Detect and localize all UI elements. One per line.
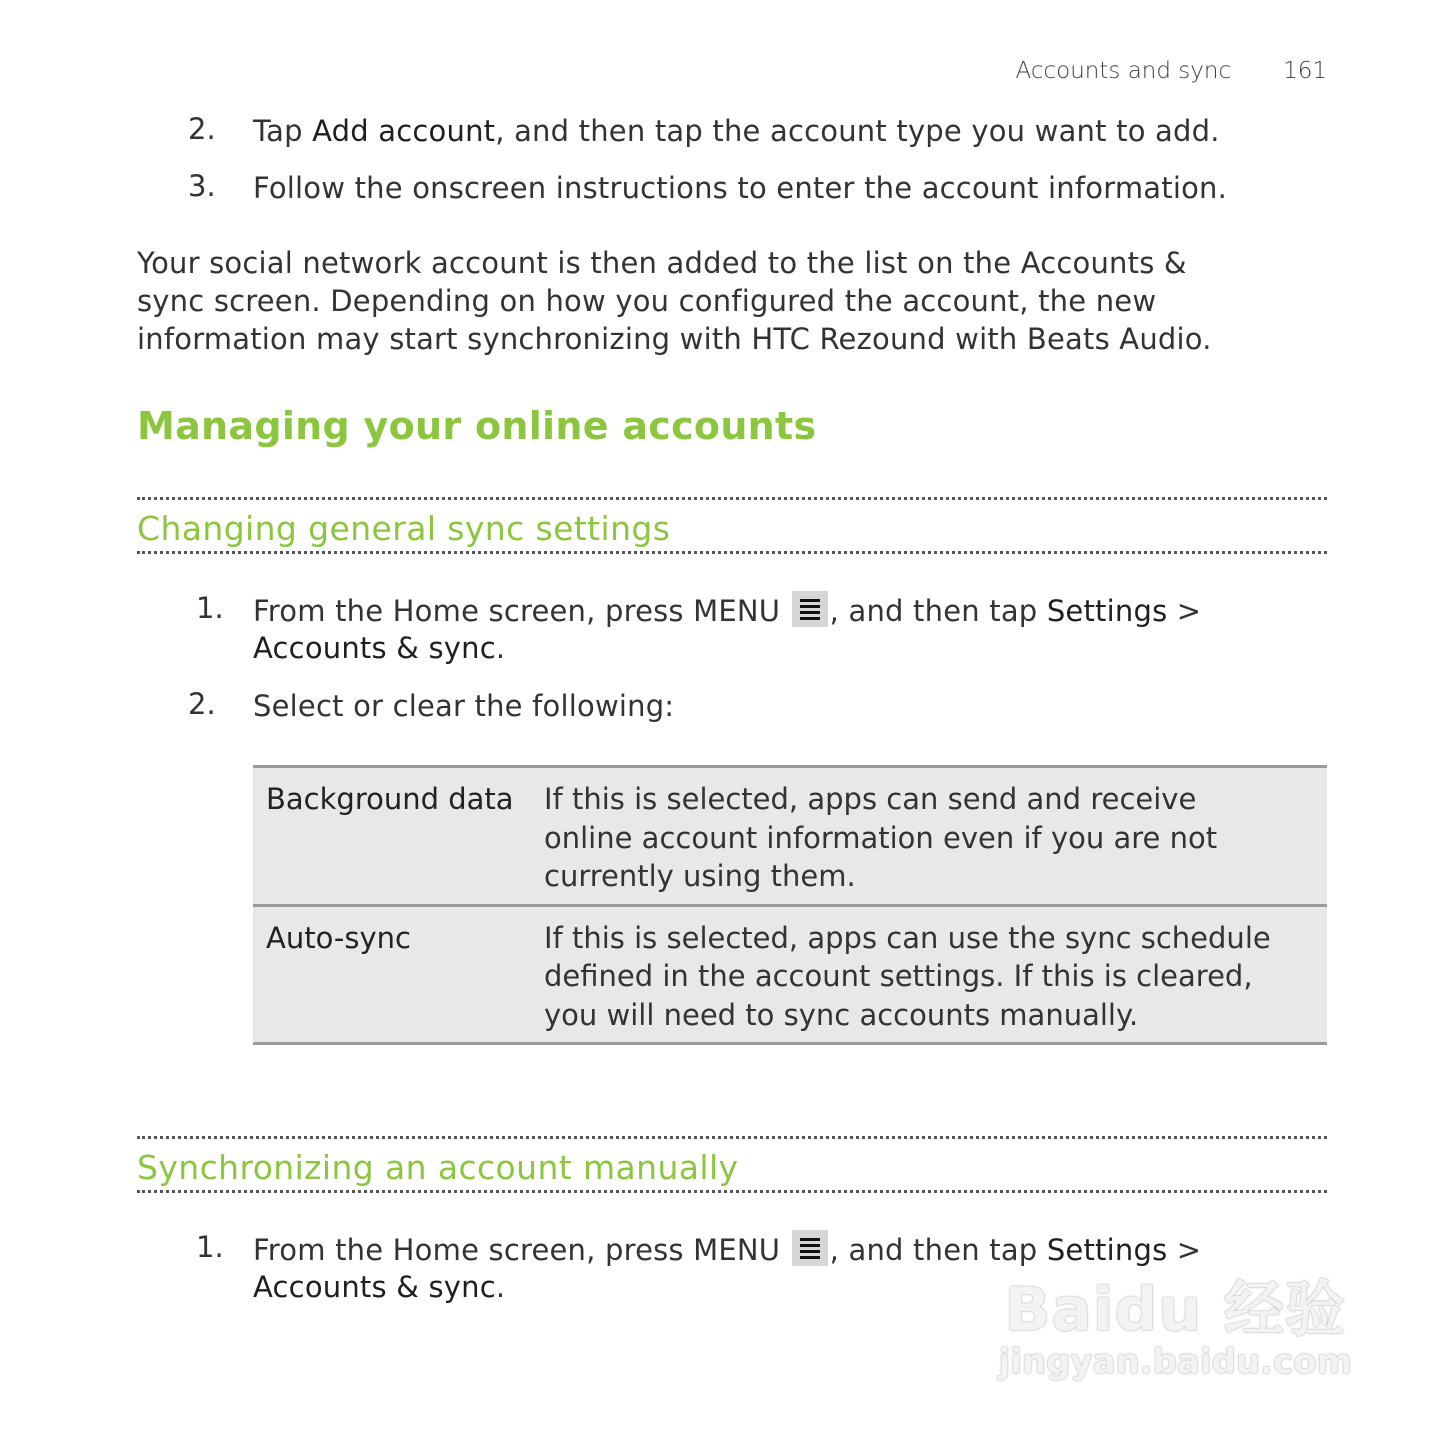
paragraph-line: sync screen. Depending on how you configured the account, the new [137, 284, 1157, 318]
step-number: 3. [188, 169, 216, 203]
step-text-continued [253, 1268, 505, 1306]
step-text-continued [253, 629, 505, 667]
options-table [253, 765, 1327, 1045]
table-row [253, 767, 1327, 906]
step-text-part: From the Home screen, press MENU [253, 594, 781, 628]
step-text-part: , and then tap the account type you want to add. [495, 114, 1220, 148]
ui-term-settings: Settings [1046, 594, 1168, 628]
step-text [253, 591, 1201, 630]
watermark-logo: Baidu 经验 [1004, 1275, 1346, 1345]
paragraph-line: Your social network account is then added to the list on the Accounts & [137, 246, 1187, 280]
option-term: Auto-sync [266, 920, 411, 955]
menu-icon [792, 1230, 828, 1266]
step-text [253, 112, 1220, 150]
ui-term-accounts-sync: Accounts & sync [253, 631, 496, 665]
step-number: 1. [196, 591, 224, 625]
step-number: 2. [188, 112, 216, 146]
step-text-part: . [495, 631, 506, 665]
dotted-divider [137, 1136, 1327, 1139]
ui-term-settings: Settings [1046, 1233, 1168, 1267]
option-description: If this is selected, apps can send and receive online account information even if you are not currently using them. [544, 782, 1218, 893]
page-number: 161 [1283, 58, 1327, 84]
step-text-part: Tap [253, 114, 313, 148]
step-text-part: . [495, 1270, 506, 1304]
table-row [253, 905, 1327, 1044]
step-text-part: > [1167, 1233, 1202, 1267]
header-section: Accounts and sync [1015, 58, 1232, 84]
step-text-part: , and then tap [829, 1233, 1047, 1267]
ui-term-add-account: Add account [312, 114, 496, 148]
step-text-part: , and then tap [829, 594, 1047, 628]
option-term: Background data [266, 782, 514, 816]
step-text: Follow the onscreen instructions to enter the account information. [253, 171, 1228, 205]
menu-icon [792, 591, 828, 627]
baidu-watermark [999, 1262, 1352, 1382]
step-text-part: From the Home screen, press MENU [253, 1233, 781, 1267]
step-number: 2. [188, 687, 216, 721]
watermark-url: jingyan.baidu.com [998, 1342, 1352, 1382]
section-title: Managing your online accounts [137, 404, 817, 448]
paragraph-line: information may start synchronizing with HTC Rezound with Beats Audio. [137, 322, 1212, 356]
dotted-divider [137, 1190, 1327, 1193]
dotted-divider [137, 497, 1327, 500]
step-number: 1. [196, 1230, 224, 1264]
subsection-title: Changing general sync settings [137, 509, 671, 548]
dotted-divider [137, 551, 1327, 554]
running-header [1016, 58, 1327, 84]
step-text-part: > [1167, 594, 1202, 628]
step-text: Select or clear the following: [253, 689, 675, 723]
ui-term-accounts-sync: Accounts & sync [253, 1270, 496, 1304]
subsection-title: Synchronizing an account manually [137, 1148, 739, 1187]
option-description: If this is selected, apps can use the sync schedule defined in the account settings. If this is cleared, you will need to sync accounts manually. [544, 920, 1271, 1032]
